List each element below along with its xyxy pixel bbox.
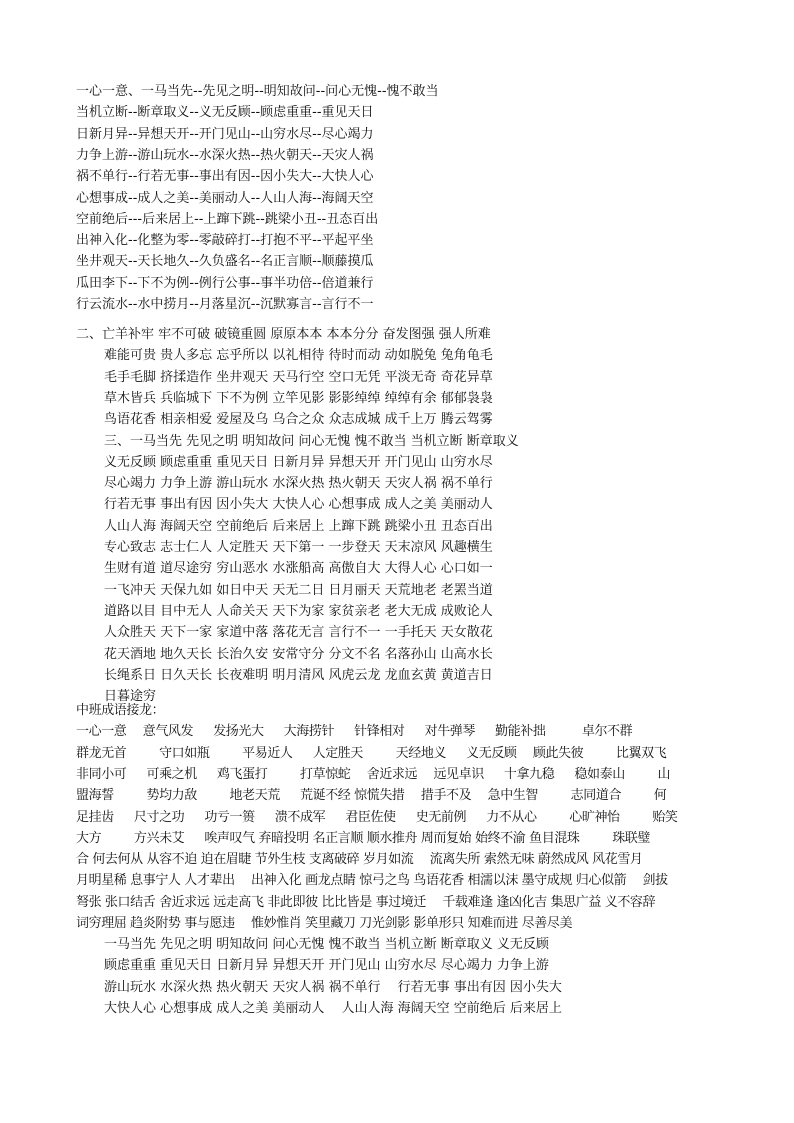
section-two-line: 专心致志 志士仁人 人定胜天 天下第一 一步登天 天末凉风 风趣横生 bbox=[104, 540, 493, 555]
chain-a-line: 瓜田李下--下不为例--例行公事--事半功倍--倍道兼行 bbox=[76, 275, 374, 291]
middle-class-line: 弩张 张口结舌 舍近求远 远走高飞 非此即彼 比比皆是 事过境迁 千载难逢 逢凶化吉 集思广益 义不容辞 bbox=[76, 894, 656, 910]
middle-class-line: 盟海誓 势均力敌 地老天荒 荒诞不经 惊慌失措 措手不及 急中生智 志同道合 何 bbox=[76, 788, 667, 804]
chain-a-line: 祸不单行--行若无事--事出有因--因小失大--大快人心 bbox=[76, 169, 374, 185]
chain-a-line: 力争上游--游山玩水--水深火热--热火朝天--天灾人祸 bbox=[76, 147, 374, 163]
section-two-line: 道路以目 目中无人 人命关天 天下为家 家贫亲老 老大无成 成败论人 bbox=[104, 603, 493, 619]
chain-a-line: 心想事成--成人之美--美丽动人--人山人海--海阔天空 bbox=[76, 190, 374, 206]
chain-a-line: 空前绝后---后来居上--上蹿下跳--跳梁小丑--丑态百出 bbox=[76, 211, 379, 227]
section-two-line: 日暮途穷 bbox=[104, 689, 157, 705]
section-two-line: 鸟语花香 相亲相爱 爱屋及乌 乌合之众 众志成城 成千上万 腾云驾雾 bbox=[104, 412, 493, 428]
section-two-line: 行若无事 事出有因 因小失大 大快人心 心想事成 成人之美 美丽动人 bbox=[104, 497, 493, 513]
chain-a-line: 坐井观天--天长地久--久负盛名--名正言顺--顺藤摸瓜 bbox=[76, 254, 374, 270]
section-two-line: 难能可贵 贵人多忘 忘乎所以 以礼相待 待时而动 动如脱兔 兔角龟毛 bbox=[104, 348, 493, 364]
middle-class-line: 群龙无首 守口如瓶 平易近人 人定胜天 天经地义 义无反顾 顾此失彼 比翼双飞 bbox=[76, 745, 667, 761]
chain-b-line: 一马当先 先见之明 明知故问 问心无愧 愧不敢当 当机立断 断章取义 义无反顾 bbox=[104, 937, 549, 952]
chain-a-line: 出神入化--化整为零--零敲碎打--打抱不平--平起平坐 bbox=[76, 233, 374, 249]
middle-class-line: 大方 方兴未艾 唉声叹气 弃暗投明 名正言顺 顺水推舟 周而复始 始终不渝 鱼目混珠 珠联璧 bbox=[76, 830, 650, 846]
middle-class-line: 词穷理屈 趋炎附势 事与愿违 惟妙惟肖 笑里藏刀 刀光剑影 影单形只 知难而进 尽善尽美 bbox=[76, 916, 573, 931]
middle-class-line: 足挂齿 尺寸之功 功亏一篑 溃不成军 君臣佐使 史无前例 力不从心 心旷神怡 贻笑 bbox=[76, 809, 678, 825]
chain-b-line: 游山玩水 水深火热 热火朝天 天灾人祸 祸不单行 行若无事 事出有因 因小失大 bbox=[104, 979, 562, 995]
chain-a-line: 当机立断--断章取义--义无反顾--顾虑重重--重见天日 bbox=[76, 105, 374, 121]
middle-class-line: 月明星稀 息事宁人 人才辈出 出神入化 画龙点睛 惊弓之鸟 鸟语花香 相濡以沫 墨守成规 归心似箭 剑拔 bbox=[76, 873, 668, 889]
chain-a-line: 行云流水--水中捞月--月落星沉--沉默寡言--言行不一 bbox=[76, 297, 374, 312]
middle-class-line: 中班成语接龙： bbox=[76, 703, 165, 718]
section-two-line: 一飞冲天 天保九如 如日中天 天无二日 日月丽天 天荒地老 老罴当道 bbox=[104, 582, 493, 598]
section-two-line: 毛手毛脚 挤揉造作 坐井观天 天马行空 空口无凭 平淡无奇 奇花异草 bbox=[104, 369, 493, 385]
middle-class-line: 合 何去何从 从容不迫 迫在眉睫 节外生枝 支离破碎 岁月如流 流离失所 索然无味 蔚然成风 风花雪月 bbox=[76, 852, 643, 868]
section-two-line: 长绳系日 日久天长 长夜难明 明月清风 风虎云龙 龙血玄黄 黄道吉日 bbox=[104, 667, 493, 683]
section-two-line: 尽心竭力 力争上游 游山玩水 水深火热 热火朝天 天灾人祸 祸不单行 bbox=[104, 476, 493, 492]
section-two-line: 三、一马当先 先见之明 明知故问 问心无愧 愧不敢当 当机立断 断章取义 bbox=[104, 433, 519, 449]
chain-b-line: 顾虑重重 重见天日 日新月异 异想天开 开门见山 山穷水尽 尽心竭力 力争上游 bbox=[104, 958, 549, 974]
middle-class-line: 一心一意 意气风发 发扬光大 大海捞针 针锋相对 对牛弹琴 勤能补拙 卓尔不群 bbox=[76, 724, 633, 740]
chain-b-line: 大快人心 心想事成 成人之美 美丽动人 人山人海 海阔天空 空前绝后 后来居上 bbox=[104, 1000, 562, 1016]
middle-class-line: 非同小可 可乘之机 鸡飞蛋打 打草惊蛇 舍近求远 远见卓识 十拿九稳 稳如泰山 山 bbox=[76, 766, 671, 782]
section-two-line: 草木皆兵 兵临城下 下不为例 立竿见影 影影绰绰 绰绰有余 郁郁袅袅 bbox=[104, 390, 493, 406]
section-two-line: 人山人海 海阔天空 空前绝后 后来居上 上蹿下跳 跳梁小丑 丑态百出 bbox=[104, 518, 493, 534]
section-two-line: 二、亡羊补牢 牢不可破 破镜重圆 原原本本 本本分分 奋发图强 强人所难 bbox=[76, 327, 491, 342]
chain-a-line: 一心一意、一马当先--先见之明--明知故问--问心无愧--愧不敢当 bbox=[76, 84, 439, 99]
section-two-line: 义无反顾 顾虑重重 重见天日 日新月异 异想天开 开门见山 山穷水尽 bbox=[104, 454, 493, 470]
chain-a-line: 日新月异--异想天开--开门见山--山穷水尽--尽心竭力 bbox=[76, 126, 374, 142]
section-two-line: 人众胜天 天下一家 家道中落 落花无言 言行不一 一手托天 天女散花 bbox=[104, 625, 493, 641]
section-two-line: 花天酒地 地久天长 长治久安 安常守分 分文不名 名落孙山 山高水长 bbox=[104, 646, 493, 662]
section-two-line: 生财有道 道尽途穷 穷山恶水 水涨船高 高傲自大 大得人心 心口如一 bbox=[104, 561, 493, 577]
